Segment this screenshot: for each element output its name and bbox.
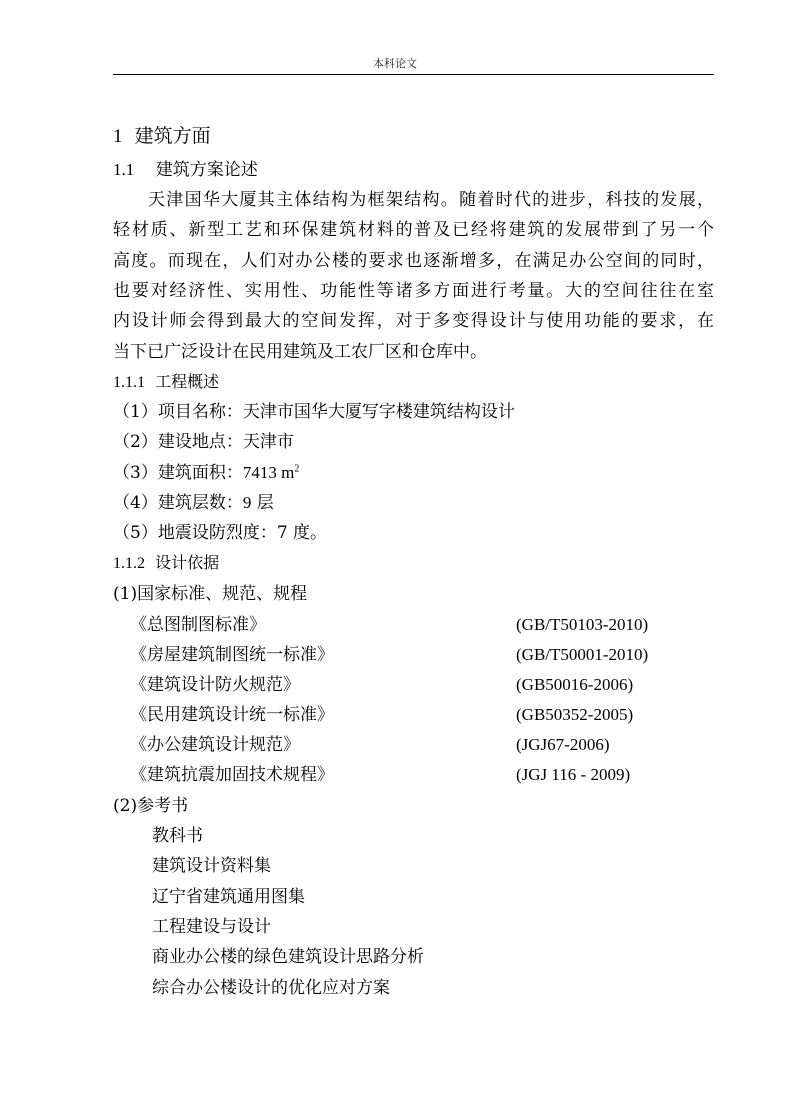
standard-code: (JGJ67-2006) [516,735,610,754]
paragraph-line: 高度。而现在，人们对办公楼的要求也逐渐增多，在满足办公空间的同时， [113,251,714,271]
reference-item: 辽宁省建筑通用图集 [152,887,305,907]
paragraph-line: 也要对经济性、实用性、功能性等诸多方面进行考量。大的空间往往在室 [113,281,714,301]
floors-value: 9 [242,493,252,512]
section-heading-1-1 [113,159,258,181]
section-title: 建筑方面 [134,125,211,147]
section-number: 1.1.1 [113,374,145,391]
reference-item: 综合办公楼设计的优化应对方案 [152,978,390,998]
paragraph-line: 轻材质、新型工艺和环保建筑材料的普及已经将建筑的发展带到了另一个 [113,220,714,240]
standard-code: (GB/T50001-2010) [516,645,649,664]
standard-name: 《建筑抗震加固技术规程》 [130,765,334,785]
standard-code: (GB50016-2006) [516,675,634,694]
reference-item: 工程建设与设计 [152,917,271,937]
floors-unit: 层 [251,493,274,513]
area-unit-exponent: 2 [294,463,300,475]
standard-name: 《办公建筑设计规范》 [130,735,300,755]
standard-name: 《总图制图标准》 [130,615,266,635]
overview-item: （5）地震设防烈度：7 度。 [113,523,328,543]
section-heading-1-1-1 [113,371,219,394]
references-heading: (2)参考书 [113,796,189,816]
overview-label: （3）建筑面积： [113,463,243,483]
overview-item [113,462,299,484]
section-heading-1-1-2 [113,552,219,575]
paragraph-line: 内设计师会得到最大的空间发挥，对于多变得设计与使用功能的要求，在 [113,311,714,331]
paragraph-line: 天津国华大厦其主体结构为框架结构。随着时代的进步，科技的发展， [148,190,714,210]
paragraph-line: 当下已广泛设计在民用建筑及工农厂区和仓库中。 [113,342,487,362]
reference-item: 商业办公楼的绿色建筑设计思路分析 [152,947,424,967]
overview-item: （1）项目名称：天津市国华大厦写字楼建筑结构设计 [113,402,515,422]
area-value: 7413 m [242,463,295,482]
section-number: 1.1.2 [113,555,145,572]
reference-item: 教科书 [152,826,203,846]
section-title: 建筑方案论述 [155,160,258,180]
standard-code: (GB/T50103-2010) [516,615,649,634]
standard-code: (GB50352-2005) [516,705,634,724]
overview-label: （4）建筑层数： [113,493,243,513]
section-title: 工程概述 [155,372,220,391]
standard-code: (JGJ 116 - 2009) [516,765,631,784]
standard-name: 《房屋建筑制图统一标准》 [130,645,334,665]
overview-item [113,492,274,514]
section-number: 1.1 [113,160,135,179]
overview-item: （2）建设地点：天津市 [113,432,294,452]
reference-item: 建筑设计资料集 [152,856,271,876]
standards-heading: (1)国家标准、规范、规程 [113,584,308,604]
standard-name: 《民用建筑设计统一标准》 [130,705,334,725]
running-header: 本科论文 [373,57,417,70]
section-number: 1 [113,126,123,147]
standard-name: 《建筑设计防火规范》 [130,675,300,695]
section-title: 设计依据 [155,553,220,572]
header-rule [113,74,714,75]
section-heading-1 [113,125,211,148]
